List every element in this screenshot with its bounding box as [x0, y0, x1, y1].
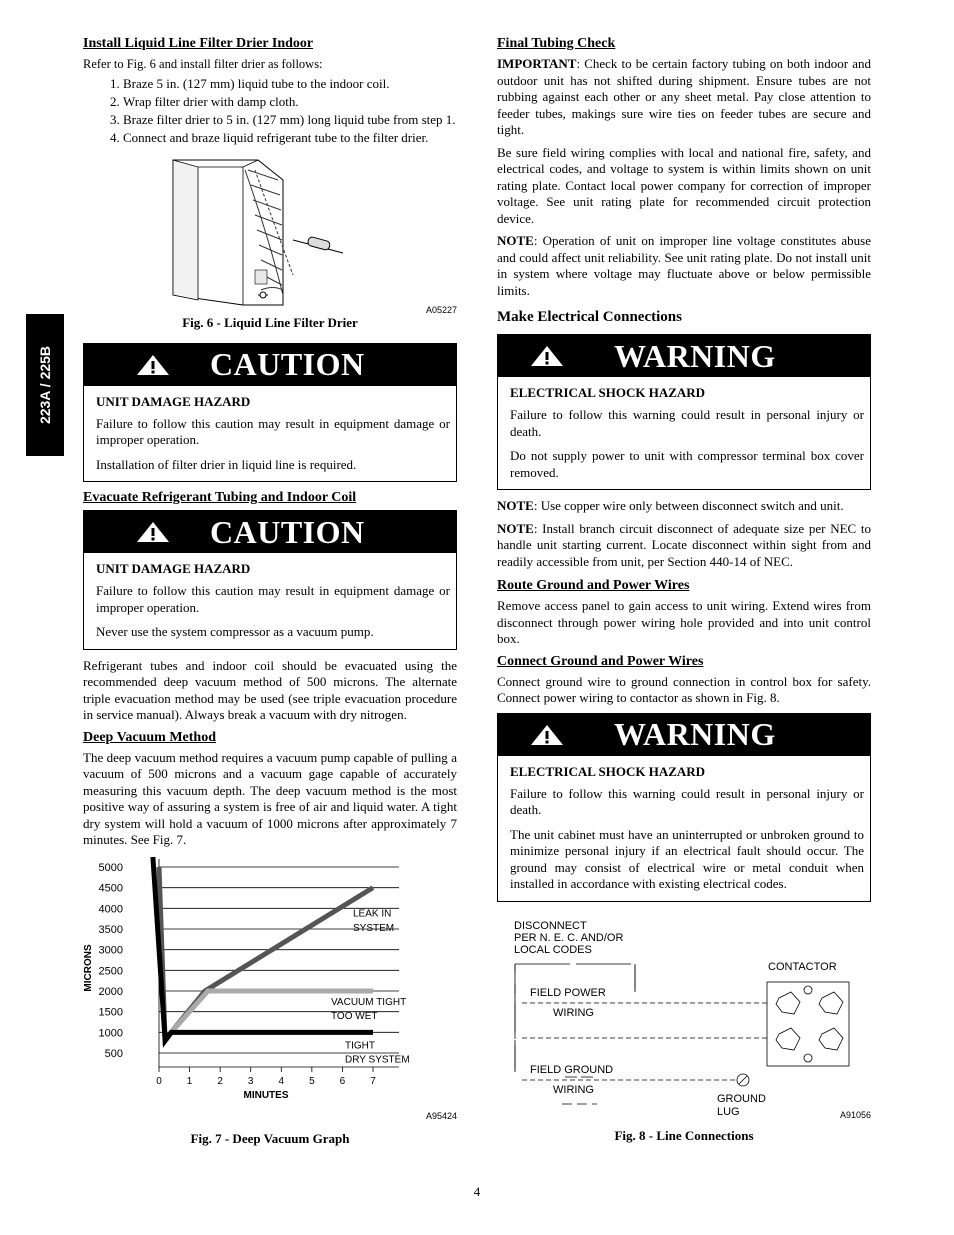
series-label: SYSTEM [353, 922, 395, 934]
series-label: DRY SYSTEM [345, 1053, 410, 1065]
caution-text: Failure to follow this caution may result in equipment damage or improper operation. [96, 583, 450, 615]
field-power-label: FIELD POWER [530, 986, 606, 999]
x-tick-label: 3 [247, 1075, 254, 1087]
warning-triangle-icon [530, 724, 564, 746]
caution-box-1 [83, 343, 457, 483]
note-2 [497, 521, 871, 571]
series-line [165, 1032, 373, 1040]
caution-text: Failure to follow this caution may result in equipment damage or improper operation. [96, 415, 450, 447]
ground-lug-label: LUG [717, 1105, 740, 1118]
page-number: 4 [473, 1184, 481, 1199]
warning-text: Failure to follow this warning could result in personal injury or death. [510, 407, 864, 439]
final-important [497, 56, 871, 139]
warning-box-1 [497, 334, 871, 490]
note-label: NOTE [497, 520, 534, 536]
final-tubing-heading: Final Tubing Check [497, 36, 616, 51]
line-connections-diagram [497, 912, 871, 1127]
x-axis-label: MINUTES [243, 1089, 289, 1101]
filter-step: 2. Wrap filter drier with damp cloth. [123, 93, 457, 111]
disconnect-label: LOCAL CODES [514, 943, 592, 956]
deep-vacuum-text: The deep vacuum method requires a vacuum pump capable of pulling a vacuum of 500 microns and a vacuum gage capable of accurately measuring this vacuum depth. The deep vacuum method is the most positive way of assuring a system is free of air and liquid water. A tight dry system will hold a vacuum of 1000 microns after approximately 7 minutes. See Fig. 7. [83, 749, 457, 847]
filter-step: 1. Braze 5 in. (127 mm) liquid tube to the indoor coil. [123, 75, 457, 93]
filter-drier-illustration [83, 155, 457, 315]
caution-text: Never use the system compressor as a vacuum pump. [96, 624, 374, 639]
hazard-label: UNIT DAMAGE HAZARD [96, 561, 251, 576]
route-text: Remove access panel to gain access to unit wiring. Extend wires from disconnect through power wiring hole provided and into unit control box. [497, 598, 871, 646]
caution-band [84, 344, 456, 386]
caution-box-2 [83, 510, 457, 650]
side-tab [26, 314, 64, 456]
hazard-label: UNIT DAMAGE HAZARD [96, 393, 251, 409]
left-column [83, 36, 457, 1147]
warning-triangle-icon [530, 345, 564, 367]
important-label: IMPORTANT [497, 56, 577, 71]
y-tick-label: 4500 [98, 882, 123, 895]
note-label: NOTE [497, 498, 534, 513]
fig6 [83, 155, 457, 321]
series-label: LEAK IN [353, 908, 392, 920]
fig6-id: A05227 [425, 304, 457, 315]
route-heading: Route Ground and Power Wires [497, 578, 690, 593]
hazard-label: ELECTRICAL SHOCK HAZARD [510, 763, 706, 779]
y-tick-label: 500 [104, 1047, 123, 1060]
evac-text: Refrigerant tubes and indoor coil should be evacuated using the recommended deep vacuum method of 500 microns. The alternate triple evacuation method may be used (see triple evacuation procedure in service manual). Always break a vacuum with dry nitrogen. [83, 657, 457, 722]
y-tick-label: 3000 [98, 944, 123, 957]
important-text: : Check to be certain factory tubing on both indoor and outdoor unit has not shifted during shipment. Ensure tubes are not rubbing against each other or any sheet metal. Pay close attention to feeder tubes, makings sure wire ties on feeder tubes are secure and tight. [497, 56, 871, 137]
warning-triangle-icon [136, 521, 170, 543]
fig7-id: A95424 [425, 1110, 457, 1121]
field-ground-label: WIRING [553, 1083, 594, 1096]
y-tick-label: 2500 [98, 964, 123, 977]
note-text: : Install branch circuit disconnect of adequate size per NEC to handle unit starting current. Locate disconnect within sight from and readily accessible from unit, per Section 440-14 of NEC. [497, 520, 871, 569]
series-label: TOO WET [331, 1010, 378, 1022]
warning-band [498, 714, 870, 756]
x-tick-label: 4 [278, 1075, 285, 1087]
final-note [497, 233, 871, 299]
y-axis-label: MICRONS [83, 943, 94, 992]
filter-heading: Install Liquid Line Filter Drier Indoor [83, 36, 314, 51]
warning-text: Failure to follow this warning could result in personal injury or death. [510, 785, 864, 817]
warning-title: WARNING [614, 716, 776, 752]
series-label: VACUUM TIGHT [331, 996, 407, 1008]
fig8-caption: Fig. 8 - Line Connections [614, 1127, 754, 1143]
x-tick-label: 1 [186, 1075, 193, 1087]
y-tick-label: 5000 [98, 861, 123, 874]
x-tick-label: 5 [309, 1075, 315, 1087]
note-text: : Use copper wire only between disconnect switch and unit. [533, 498, 844, 513]
x-tick-label: 0 [156, 1075, 162, 1087]
warning-text: The unit cabinet must have an uninterrupted or unbroken ground to minimize personal injury if an electrical fault should occur. The ground may consist of electrical wire or metal conduit when installed in accordance with existing electrical codes. [510, 826, 864, 891]
hazard-label: ELECTRICAL SHOCK HAZARD [510, 385, 706, 400]
disconnect-label: DISCONNECT [514, 919, 587, 932]
warning-text: Do not supply power to unit with compressor terminal box cover removed. [510, 448, 864, 480]
elec-heading: Make Electrical Connections [497, 309, 682, 325]
evac-heading: Evacuate Refrigerant Tubing and Indoor Coil [83, 490, 357, 505]
side-tab-label: 223A / 225B [37, 345, 53, 425]
y-tick-label: 2000 [98, 985, 123, 998]
note-text: : Operation of unit on improper line voltage constitutes abuse and could affect unit reliability. See unit rating plate. Do not install unit in system where voltage may fluctuate above or below permissible limits. [497, 233, 871, 298]
note-label: NOTE [497, 233, 534, 248]
fig7 [83, 855, 457, 1121]
warning-box-2 [497, 713, 871, 902]
warning-title: WARNING [614, 337, 776, 374]
filter-step: 4. Connect and braze liquid refrigerant tube to the filter drier. [123, 129, 457, 147]
filter-steps [83, 75, 457, 147]
x-tick-label: 7 [370, 1075, 376, 1087]
x-tick-label: 6 [339, 1075, 346, 1087]
right-column [497, 36, 871, 1144]
y-tick-label: 4000 [98, 902, 123, 915]
contactor-label: CONTACTOR [768, 960, 837, 973]
y-tick-label: 3500 [98, 923, 123, 936]
caution-text: Installation of filter drier in liquid line is required. [96, 456, 357, 472]
ground-lug-label: GROUND [717, 1092, 766, 1105]
connect-heading: Connect Ground and Power Wires [497, 653, 704, 669]
x-tick-label: 2 [217, 1075, 223, 1087]
warning-triangle-icon [136, 354, 170, 376]
fig7-caption: Fig. 7 - Deep Vacuum Graph [190, 1130, 350, 1146]
y-tick-label: 1000 [98, 1026, 123, 1039]
deep-vacuum-heading: Deep Vacuum Method [83, 729, 217, 745]
filter-step: 3. Braze filter drier to 5 in. (127 mm) long liquid tube from step 1. [123, 111, 457, 129]
warning-band [498, 335, 870, 377]
field-power-label: WIRING [553, 1006, 594, 1019]
final-wiring-text: Be sure field wiring complies with local and national fire, safety, and electrical codes, and voltage to system is within limits shown on unit rating plate. Contact local power company for correction of improper voltage. See unit rating plate for recommended circuit protection device. [497, 144, 871, 226]
caution-band [84, 511, 456, 553]
disconnect-label: PER N. E. C. AND/OR [514, 931, 624, 944]
filter-intro: Refer to Fig. 6 and install filter drier as follows: [83, 57, 323, 71]
y-tick-label: 1500 [98, 1006, 123, 1019]
fig6-caption: Fig. 6 - Liquid Line Filter Drier [182, 314, 358, 330]
connect-text: Connect ground wire to ground connection in control box for safety. Connect power wiring to contactor as shown in Fig. 8. [497, 673, 871, 705]
caution-title: CAUTION [210, 346, 365, 382]
deep-vacuum-chart [83, 855, 457, 1117]
note-1 [497, 498, 871, 515]
field-ground-label: FIELD GROUND [530, 1063, 614, 1076]
fig8-id: A91056 [839, 1109, 871, 1120]
caution-title: CAUTION [210, 513, 365, 550]
fig8 [497, 912, 871, 1132]
series-label: TIGHT [345, 1039, 375, 1051]
